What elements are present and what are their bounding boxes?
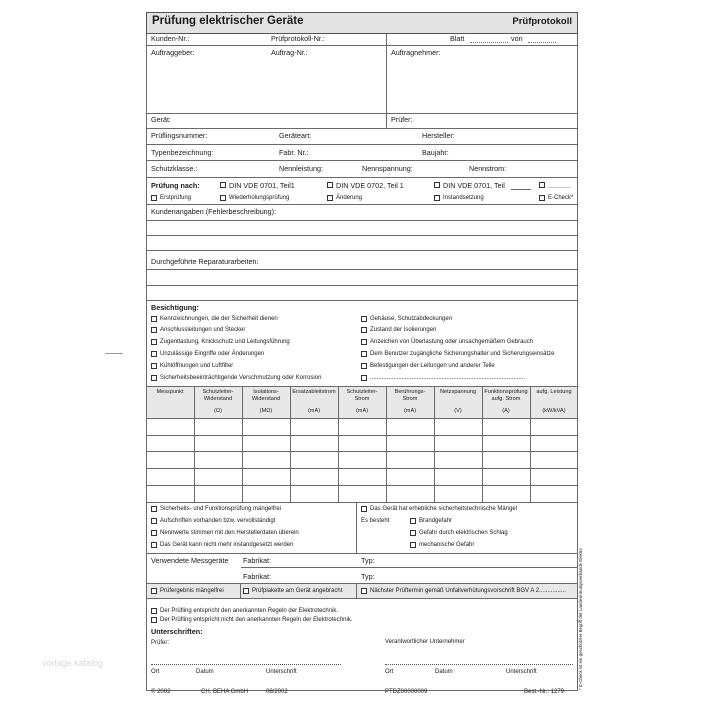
result-label: Nennwerte stimmen mit den Herstellerdaten überein (160, 530, 299, 536)
result-checkbox[interactable] (151, 530, 157, 536)
kundenangaben-label: Kundenangaben (Fehlerbeschreibung): (151, 207, 277, 216)
din-0701-checkbox[interactable] (220, 182, 226, 188)
naechster-termin-label: Nächster Prüftermin gemäß Unfallverhütungsvorschrift BGV A 2................ (370, 588, 566, 594)
gefahr-label: Gefahr durch elektrischen Schlag (419, 530, 508, 536)
auftrag-nr-label: Auftrag-Nr.: (271, 48, 308, 57)
typ-1-label: Typ: (361, 556, 375, 565)
result-checkbox[interactable] (151, 542, 157, 548)
unterschrift-1-label: Unterschrift (266, 669, 297, 675)
footer-copyright: © 2002 (151, 689, 171, 695)
schutzklasse-label: Schutzklasse.: (151, 164, 198, 173)
auftragnehmer-label: Auftragnehmer: (391, 48, 441, 57)
nennleistung-label: Nennleistung: (279, 164, 323, 173)
regeln-nein-label: Der Prüfling entspricht nicht den anerkannten Regeln der Elektrotechnik. (160, 617, 353, 623)
besicht-right-label: Gehäuse, Schutzabdeckungen (370, 316, 453, 322)
column-header: Schutzleiter- (202, 389, 234, 395)
unterschriften-title: Unterschriften: (151, 627, 203, 636)
column-unit: (mA) (403, 408, 417, 414)
typ-2-label: Typ: (361, 572, 375, 581)
datum-2-label: Datum (435, 669, 453, 675)
besicht-left-label: Unzulässige Eingriffe oder Änderungen (160, 351, 265, 357)
pruefer-sign-label: Prüfer: (151, 640, 170, 646)
column-header-sub: Widerstand (251, 396, 281, 402)
besicht-right-label: Befestigungen der Leitungen und anderer Teile (370, 363, 495, 369)
echeck-checkbox[interactable] (539, 195, 545, 201)
result-checkbox[interactable] (151, 518, 157, 524)
gefahr-label: mechanische Gefahr (419, 542, 475, 548)
column-header: Isolations- (253, 389, 279, 395)
instandsetzung-label: Instandsetzung (443, 195, 484, 201)
result-checkbox[interactable] (151, 506, 157, 512)
besicht-right-label: Anzeichen von Überlastung oder unsachgemäßem Gebrauch (370, 339, 534, 345)
besicht-left-checkbox[interactable] (151, 327, 157, 333)
column-header: Messpunkt (156, 389, 184, 395)
side-note (570, 540, 583, 690)
din-0702-label: DIN VDE 0702, Teil 1 (336, 181, 404, 190)
besicht-right-checkbox[interactable] (361, 363, 367, 369)
maengelfrei-checkbox[interactable] (151, 588, 157, 594)
besicht-left-label: Anschlussleitungen und Stecker (160, 327, 246, 333)
erstpruefung-label: Erstprüfung (160, 195, 192, 201)
besicht-left-label: Zugentlastung, Knickschutz und Leitungsführung (160, 339, 290, 345)
naechster-termin-checkbox[interactable] (361, 588, 367, 594)
document-title: Prüfung elektrischer Geräte (152, 15, 304, 27)
datum-1-label: Datum (196, 669, 214, 675)
unterschrift-2-label: Unterschrift (506, 669, 537, 675)
besicht-right-label: Dem Benutzer zugängliche Sicherungshalter und Sicherungseinsätze (370, 351, 555, 357)
besicht-left-checkbox[interactable] (151, 351, 157, 357)
nennstrom-label: Nennstrom: (469, 164, 507, 173)
instandsetzung-checkbox[interactable] (434, 195, 440, 201)
besicht-right-checkbox[interactable] (361, 327, 367, 333)
fabrikat-2-label: Fabrikat: (243, 572, 271, 581)
column-header: Ersatzableitstrom (292, 389, 336, 395)
messgeraete-label: Verwendete Messgeräte (151, 556, 229, 565)
column-unit: (kW/kVA) (542, 408, 566, 414)
aenderung-label: Änderung (336, 195, 363, 201)
besicht-right-label: Zustand der Isolierungen (370, 327, 437, 333)
besicht-left-checkbox[interactable] (151, 375, 157, 381)
footer-code: PTDZ00000009 (385, 689, 428, 695)
result-label: Das Gerät kann nicht mehr instandgesetzt werden (160, 542, 294, 548)
baujahr-label: Baujahr: (422, 148, 449, 157)
watermark: vorlage katalog (42, 658, 104, 668)
besicht-right-checkbox[interactable] (361, 351, 367, 357)
regeln-ja-checkbox[interactable] (151, 608, 157, 614)
auftraggeber-label: Auftraggeber: (151, 48, 195, 57)
column-header-sub: Strom (354, 396, 370, 402)
erstpruefung-checkbox[interactable] (151, 195, 157, 201)
result-label: Sicherheits- und Funktionsprüfung mängelfrei (160, 506, 282, 512)
regeln-nein-checkbox[interactable] (151, 617, 157, 623)
ort-2-label: Ort (385, 669, 394, 675)
column-header: Funktionsprüfung (484, 389, 528, 395)
pruefung-nach-label: Prüfung nach: (151, 181, 200, 190)
side-note-text: * E-Check ist ein geschützter Begriff der Landesinnungsverbände Elektro (578, 548, 583, 690)
pruefer-label: Prüfer: (391, 115, 413, 124)
besicht-left-checkbox[interactable] (151, 363, 157, 369)
din-0701-teil-label: DIN VDE 0701, Teil (443, 181, 505, 190)
column-header-sub: Widerstand (203, 396, 233, 402)
besicht-right-checkbox[interactable] (361, 375, 367, 381)
reparatur-label: Durchgeführte Reparaturarbeiten: (151, 257, 259, 266)
besicht-left-label: Kennzeichnungen, die der Sicherheit dienen (160, 316, 278, 322)
regeln-ja-label: Der Prüfling entspricht den anerkannten Regeln der Elektrotechnik. (160, 608, 339, 614)
plakette-checkbox[interactable] (243, 588, 249, 594)
column-unit: (MΩ) (259, 408, 273, 414)
fabrikat-1-label: Fabrikat: (243, 556, 271, 565)
column-unit: (mA) (355, 408, 369, 414)
din-0702-checkbox[interactable] (327, 182, 333, 188)
wiederholung-label: Wiederholungsprüfung (229, 195, 290, 201)
wiederholung-checkbox[interactable] (220, 195, 226, 201)
gefahr-checkbox[interactable] (410, 530, 416, 536)
result-label: Aufschriften vorhanden bzw. vervollständigt (160, 518, 276, 524)
column-header: Netzspannung (439, 389, 477, 395)
other-norm-checkbox[interactable] (539, 182, 545, 188)
geraeteart-label: Geräteart: (279, 131, 312, 140)
din-0701-label: DIN VDE 0701, Teil1 (229, 181, 295, 190)
besicht-left-label: Kühlöffnungen und Luftfilter (160, 363, 234, 369)
besicht-right-checkbox[interactable] (361, 316, 367, 322)
protokoll-nr-label: Prüfprotokoll-Nr.: (271, 34, 325, 43)
gefahr-label: Brandgefahr (419, 518, 453, 524)
gefahr-checkbox[interactable] (410, 542, 416, 548)
nennspannung-label: Nennspannung: (362, 164, 413, 173)
column-header: Schutzleiter- (346, 389, 378, 395)
fold-mark (105, 353, 123, 354)
column-header-sub: Strom (402, 396, 418, 402)
maengelfrei-label: Prüfergebnis mängelfrei (160, 588, 224, 594)
maengel-label: Das Gerät hat erhebliche sicherheitstechnische Mängel (370, 506, 518, 512)
footer-company: CH. BEHA GmbH (201, 689, 249, 695)
besichtigung-title: Besichtigung: (151, 303, 199, 312)
echeck-label: E-Check* (548, 195, 574, 201)
besicht-right-checkbox[interactable] (361, 339, 367, 345)
es-besteht-label: Es besteht (361, 518, 390, 524)
footer-bestnr: Best.-Nr.: 1279 (524, 689, 565, 695)
pruefling-label: Prüflingsnummer: (151, 131, 208, 140)
column-header-sub: aufg. Strom (491, 396, 521, 402)
besicht-left-label: Sicherheitsbeeinträchtigende Verschmutzung oder Korrosion (160, 375, 322, 381)
ort-1-label: Ort (151, 669, 160, 675)
plakette-label: Prüfplakette am Gerät angebracht (252, 588, 343, 594)
header-bar (146, 12, 578, 34)
column-unit: (A) (502, 408, 510, 414)
besicht-right-label: ............................................................................................. (370, 375, 526, 381)
footer-date: 08/2002 (266, 689, 288, 695)
other-norm-label: ........... (548, 181, 570, 190)
din-0701-teil-checkbox[interactable] (434, 182, 440, 188)
typ-label: Typenbezeichnung: (151, 148, 214, 157)
column-header: Berührungs- (394, 389, 426, 395)
aenderung-checkbox[interactable] (327, 195, 333, 201)
document-type: Prüfprotokoll (512, 16, 572, 27)
unternehmer-sign-label: Verantwortlicher Unternehmer (385, 639, 465, 645)
maengel-checkbox[interactable] (361, 506, 367, 512)
von-label: von (511, 34, 523, 43)
gefahr-checkbox[interactable] (410, 518, 416, 524)
besicht-left-checkbox[interactable] (151, 316, 157, 322)
blatt-label: Blatt (450, 34, 465, 43)
column-header: aufg. Leistung (536, 389, 572, 395)
column-unit: (Ω) (214, 408, 222, 414)
besicht-left-checkbox[interactable] (151, 339, 157, 345)
kunden-nr-label: Kunden-Nr.: (151, 34, 190, 43)
geraet-label: Gerät: (151, 115, 171, 124)
protocol-sheet (146, 12, 578, 698)
column-unit: (mA) (307, 408, 321, 414)
column-unit: (V) (454, 408, 462, 414)
fabr-nr-label: Fabr. Nr.: (279, 148, 309, 157)
hersteller-label: Hersteller: (422, 131, 455, 140)
